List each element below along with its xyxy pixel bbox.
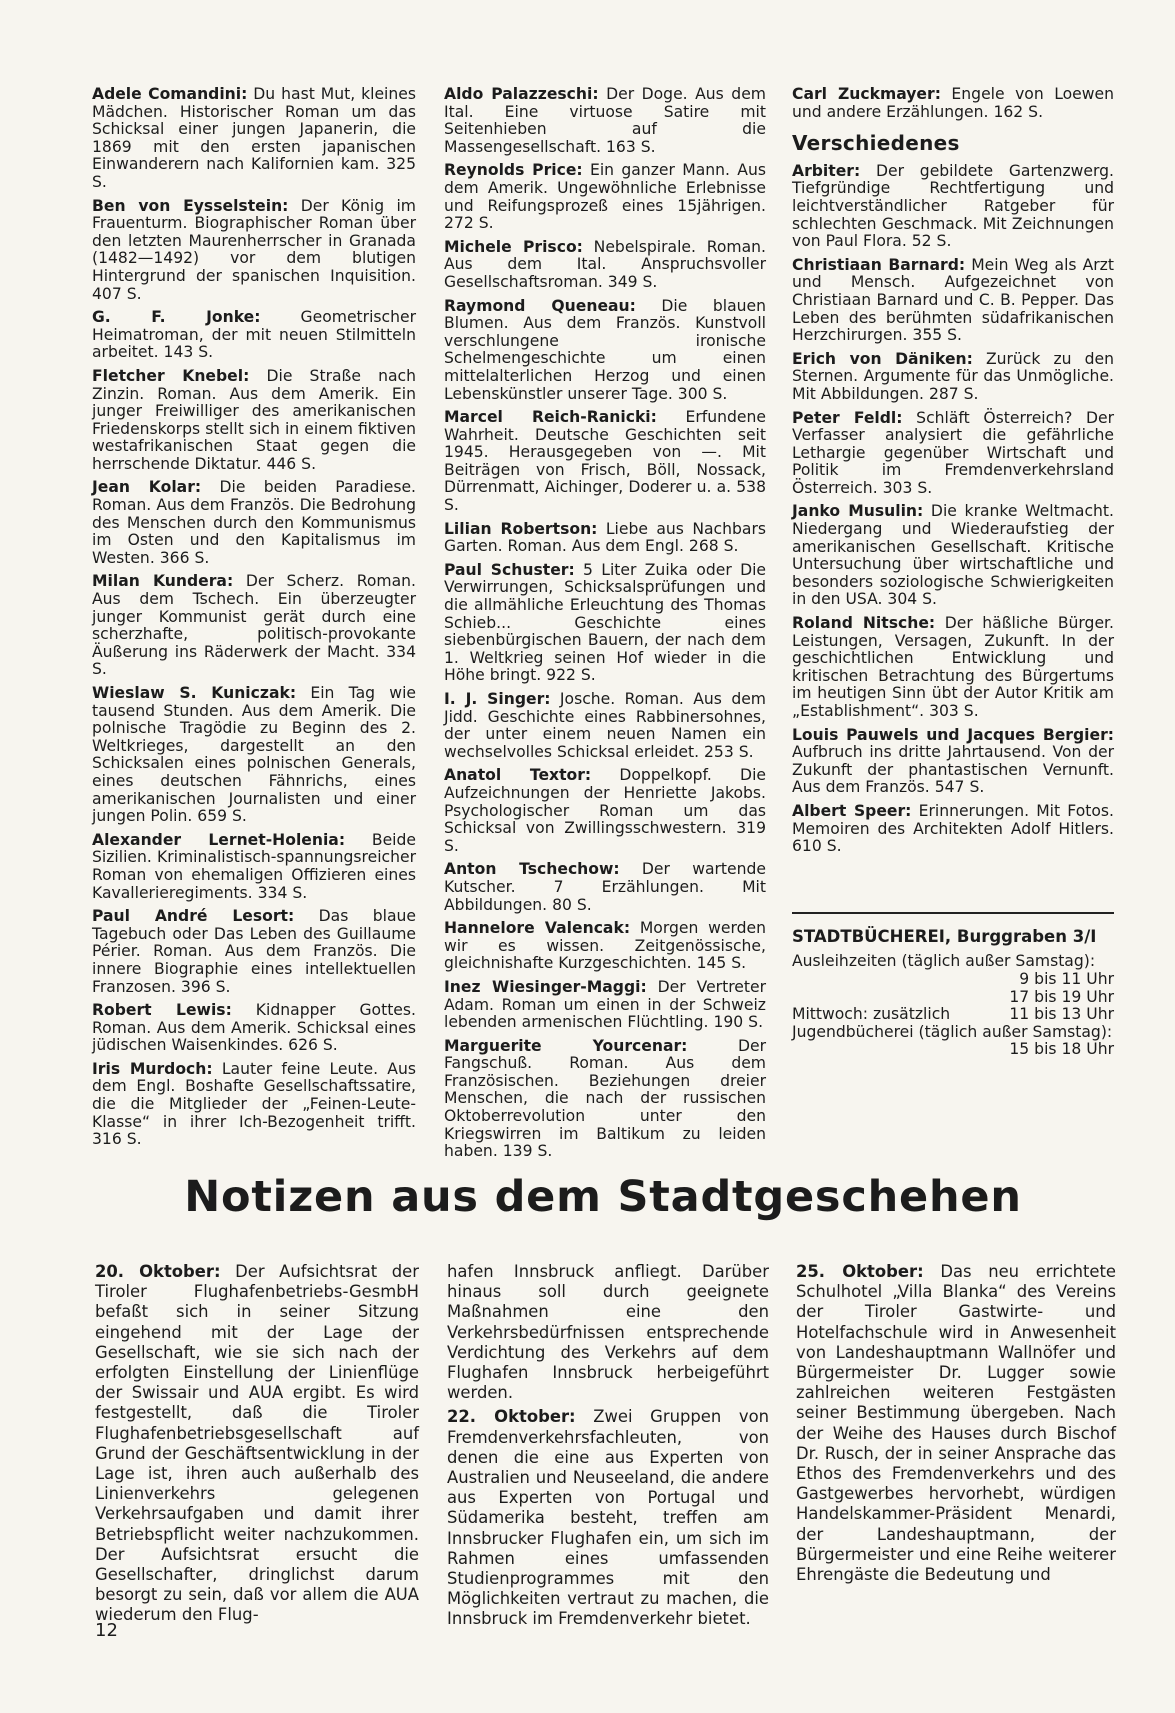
- misc-entry: [792, 410, 1114, 498]
- book-entry: [444, 239, 766, 292]
- misc-description: Erinnerungen. Mit Fotos. Memoiren des Architekten Adolf Hitlers. 610 S.: [792, 801, 1114, 856]
- book-author: G. F. Jonke:: [92, 308, 261, 327]
- library-heading: STADTBÜCHEREI, Burggraben 3/I: [792, 926, 1097, 946]
- library-hours-morning: 9 bis 11 Uhr: [1019, 969, 1114, 988]
- book-description: Geometrischer Heimatroman, der mit neuen Stilmitteln arbeitet. 143 S.: [92, 308, 417, 362]
- book-description: Beide Sizilien. Kriminalistisch-spannungsreicher Roman von ehemaligen Offizieren eines Kavallerieregiments. 334 S.: [92, 830, 416, 902]
- news-column-3: [796, 1262, 1116, 1589]
- misc-section-heading: Verschiedenes: [792, 131, 960, 156]
- news-text: Zwei Gruppen von Fremdenverkehrsfachleuten, von denen die eine aus Experten von Australien und Neuseeland, die andere aus Experten von Portugal und Südamerika besteht, treffen am Innsbrucker Flughafen ein, um sich im Rahmen eines umfassenden Studienprogrammes mit den Möglichkeiten vertraut zu machen, die Innsbruck im Fremdenverkehr bietet.: [447, 1407, 769, 1629]
- library-youth-label: Jugendbücherei (täglich außer Samstag):: [792, 1022, 1113, 1041]
- book-list-column-1: [92, 86, 416, 1155]
- book-author: Wieslaw S. Kuniczak:: [92, 684, 297, 702]
- book-description: Der Scherz. Roman. Aus dem Tschech. Ein überzeugter junger Kommunist gerät durch eine scherzhafte, politisch-provokante Äußerung ins Räderwerk der Macht. 334 S.: [92, 572, 416, 679]
- misc-description: Der häßliche Bürger. Leistungen, Versagen, Zukunft. In der geschichtlichen Entwicklung und kritischen Betrachtung des Bürgertums im heutigen Sinn übt der Autor Kritik am „Establishment“. 303 S.: [792, 614, 1114, 720]
- book-entry: [92, 86, 416, 192]
- news-column-2: [447, 1262, 769, 1634]
- book-list-column-3: [792, 86, 1114, 1059]
- book-author: Michele Prisco:: [444, 237, 583, 256]
- misc-author: Erich von Däniken:: [792, 349, 973, 368]
- book-description: 5 Liter Zuika oder Die Verwirrungen, Schicksalsprüfungen und die allmähliche Erleuchtung des Thomas Schieb... Geschichte eines siebenbürgischen Bauern, der nach dem 1. Weltkrieg seinen Hof wieder in die Höhe bringt. 922 S.: [444, 560, 766, 685]
- book-author: Fletcher Knebel:: [92, 366, 250, 385]
- book-description: Erfundene Wahrheit. Deutsche Geschichten seit 1945. Herausgegeben von —. Mit Beiträgen von Frisch, Böll, Nossack, Dürrenmatt, Aichinger, Doderer u. a. 538 S.: [444, 408, 766, 515]
- book-author: Hannelore Valencak:: [444, 919, 631, 938]
- book-author: Reynolds Price:: [444, 161, 583, 180]
- library-hours-evening: 17 bis 19 Uhr: [1009, 987, 1114, 1006]
- misc-author: Roland Nitsche:: [792, 614, 936, 633]
- news-continuation: hafen Innsbruck anfliegt. Darüber hinaus soll durch geeignete Maßnahmen eine den Verkehrsbedürfnissen entsprechende Verdichtung des Verkehrs auf dem Flughafen Innsbruck herbeigeführt werden.: [447, 1262, 769, 1403]
- news-column-1: [95, 1262, 419, 1630]
- book-description: Ein Tag wie tausend Stunden. Aus dem Amerik. Die polnische Tragödie zu Beginn des 2. Weltkrieges, dargestellt an den Schicksalen eines polnischen Generals, eines deutschen Fähnrichs, eines amerikanischen Journalisten und einer jungen Polin. 659 S.: [92, 684, 416, 826]
- book-author: Lilian Robertson:: [444, 519, 598, 538]
- book-entry: [92, 685, 416, 826]
- misc-entry: [792, 727, 1114, 797]
- book-description: Ein ganzer Mann. Aus dem Amerik. Ungewöhnliche Erlebnisse und Reifungsprozeß eines 15jährigen. 272 S.: [444, 161, 766, 233]
- misc-entry: [792, 803, 1114, 856]
- book-entry: [444, 521, 766, 556]
- book-description: Die blauen Blumen. Aus dem Französ. Kunstvoll verschlungene ironische Schelmengeschichte um einen mittelalterlichen Herzog und einen Lebenskünstler unserer Tage. 300 S.: [444, 296, 767, 403]
- book-author: Inez Wiesinger-Maggi:: [444, 977, 647, 996]
- book-entry: [92, 368, 416, 474]
- book-description: Der König im Frauenturm. Biographischer Roman über den letzten Maurenherrscher in Granada (1482—1492) vor dem blutigen Hintergrund der spanischen Inquisition. 407 S.: [92, 196, 416, 303]
- book-author: Milan Kundera:: [92, 572, 234, 591]
- news-entry: [796, 1262, 1116, 1585]
- book-description: Der Doge. Aus dem Ital. Eine virtuose Satire mit Seitenhieben auf die Massengesellschaft. 163 S.: [444, 85, 766, 156]
- misc-author: Janko Musulin:: [792, 502, 924, 521]
- book-author: Anatol Textor:: [444, 766, 592, 785]
- library-youth-hours: 15 bis 18 Uhr: [1009, 1040, 1114, 1059]
- misc-description: Der gebildete Gartenzwerg. Tiefgründige Rechtfertigung und leichtverständlicher Ratgeber für schlechten Geschmack. Mit Zeichnungen von Paul Flora. 52 S.: [792, 161, 1114, 251]
- library-hours-label: Ausleihzeiten (täglich außer Samstag):: [792, 952, 1096, 971]
- book-description: Morgen werden wir es wissen. Zeitgenössische, gleichnishafte Kurzgeschichten. 145 S.: [444, 919, 766, 973]
- library-info: [792, 928, 1114, 1059]
- misc-author: Christiaan Barnard:: [792, 255, 966, 274]
- news-date: 22. Oktober:: [447, 1407, 576, 1427]
- news-date: 20. Oktober:: [95, 1262, 221, 1281]
- book-description: Die Straße nach Zinzin. Roman. Aus dem Amerik. Ein junger Freiwilliger des amerikanischen Friedenskorps stellt sich in einem fiktiven westafrikanischen Staat gegen die herrschende Diktatur. 446 S.: [92, 366, 416, 473]
- book-entry: [92, 479, 416, 567]
- book-description: Engele von Loewen und andere Erzählungen. 162 S.: [792, 85, 1114, 121]
- book-description: Josche. Roman. Aus dem Jidd. Geschichte eines Rabbinersohnes, der unter einem neuen Namen ein wechselvolles Schicksal erleidet. 253 S.: [444, 690, 766, 761]
- misc-description: Aufbruch ins dritte Jahrtausend. Von der Zukunft der phantastischen Vernunft. Aus dem Französ. 547 S.: [792, 743, 1114, 797]
- misc-entry: [792, 615, 1114, 721]
- library-wednesday-hours: 11 bis 13 Uhr: [1009, 1005, 1114, 1024]
- misc-entry: [792, 503, 1114, 609]
- misc-entry: [792, 351, 1114, 404]
- page-number: 12: [95, 1620, 118, 1641]
- book-author: I. J. Singer:: [444, 690, 551, 708]
- book-entry: [444, 562, 766, 685]
- book-entry: [444, 920, 766, 973]
- book-description: Der Vertreter Adam. Roman um einen in der Schweiz lebenden armenischen Flüchtling. 190 S.: [444, 977, 766, 1032]
- book-author: Raymond Queneau:: [444, 296, 636, 315]
- book-author: Carl Zuckmayer:: [792, 85, 941, 103]
- book-description: Der wartende Kutscher. 7 Erzählungen. Mit Abbildungen. 80 S.: [444, 860, 767, 914]
- book-entry: [92, 573, 416, 679]
- book-author: Jean Kolar:: [92, 478, 202, 497]
- book-entry: [444, 162, 766, 232]
- book-author: Anton Tschechow:: [444, 860, 620, 879]
- book-author: Robert Lewis:: [92, 1001, 232, 1020]
- library-wednesday-row: [792, 1006, 1114, 1024]
- misc-description: Mein Weg als Arzt und Mensch. Aufgezeichnet von Christiaan Barnard und C. B. Pepper. Das Leben des berühmten südafrikanischen Herzchirurgen. 355 S.: [792, 255, 1114, 345]
- misc-author: Albert Speer:: [792, 801, 912, 820]
- news-entry: [447, 1407, 769, 1629]
- book-entry: [92, 309, 416, 362]
- book-author: Ben von Eysselstein:: [92, 196, 289, 215]
- book-entry: [444, 861, 766, 914]
- book-entry: [92, 908, 416, 996]
- book-author: Marguerite Yourcenar:: [444, 1036, 688, 1055]
- book-entry: [92, 1061, 416, 1149]
- book-description: Die beiden Paradiese. Roman. Aus dem Französ. Die Bedrohung des Menschen durch den Kommunismus im Osten und den Kapitalismus im Westen. 366 S.: [92, 478, 417, 567]
- book-entry: [444, 298, 766, 404]
- book-author: Alexander Lernet-Holenia:: [92, 830, 346, 849]
- book-description: Der Fangschuß. Roman. Aus dem Französischen. Beziehungen dreier Menschen, die nach der russischen Oktoberrevolution unter den Kriegswirren im Baltikum zu leiden haben. 139 S.: [444, 1036, 766, 1161]
- misc-description: Schläft Österreich? Der Verfasser analysiert die gefährliche Lethargie gegenüber Wirtschaft und Politik im Fremdenverkehrsland Österreich. 303 S.: [792, 408, 1114, 497]
- divider-rule: [792, 912, 1114, 914]
- misc-description: Die kranke Weltmacht. Niedergang und Wiederaufstieg der amerikanischen Gesellschaft. Kritische Untersuchung über wirtschaftliche und besonders soziologische Schwierigkeiten in den USA. 304 S.: [792, 502, 1114, 609]
- book-entry: [444, 86, 766, 156]
- book-entry: [444, 409, 766, 515]
- news-date: 25. Oktober:: [796, 1262, 924, 1281]
- section-headline: Notizen aus dem Stadtgeschehen: [184, 1172, 1022, 1222]
- book-author: Iris Murdoch:: [92, 1059, 213, 1078]
- book-author: Aldo Palazzeschi:: [444, 85, 599, 103]
- book-description: Lauter feine Leute. Aus dem Engl. Boshafte Gesellschaftssatire, die die Mitglieder der „Feinen-Leute-Klasse“ in ihrer Ich-Bezogenheit trifft. 316 S.: [92, 1059, 416, 1149]
- book-entry: [792, 86, 1114, 121]
- book-description: Das blaue Tagebuch oder Das Leben des Guillaume Périer. Roman. Aus dem Französ. Die innere Biographie eines intellektuellen Franzosen. 396 S.: [92, 907, 416, 996]
- book-entry: [92, 1002, 416, 1055]
- book-list-column-2: [444, 86, 766, 1167]
- library-wednesday-label: Mittwoch: zusätzlich: [792, 1005, 951, 1024]
- book-description: Du hast Mut, kleines Mädchen. Historischer Roman um das Schicksal einer jungen Japanerin, die 1869 mit den ersten japanischen Einwanderern nach Kalifornien kam. 325 S.: [92, 85, 416, 191]
- book-author: Adele Comandini:: [92, 85, 248, 103]
- misc-entry: [792, 257, 1114, 345]
- book-entry: [444, 767, 766, 855]
- book-entry: [444, 1038, 766, 1161]
- book-description: Kidnapper Gottes. Roman. Aus dem Amerik. Schicksal eines jüdischen Waisenkindes. 626 S.: [92, 1001, 416, 1055]
- book-description: Liebe aus Nachbars Garten. Roman. Aus dem Engl. 268 S.: [444, 519, 766, 556]
- news-entry: [95, 1262, 419, 1626]
- book-entry: [444, 691, 766, 761]
- book-entry: [92, 832, 416, 902]
- misc-author: Peter Feldl:: [792, 408, 903, 427]
- book-description: Doppelkopf. Die Aufzeichnungen der Henriette Jakobs. Psychologischer Roman um das Schicksal von Zwillingsschwestern. 319 S.: [444, 766, 766, 855]
- misc-author: Louis Pauwels und Jacques Bergier:: [792, 725, 1114, 744]
- misc-entry: [792, 163, 1114, 251]
- misc-author: Arbiter:: [792, 161, 861, 180]
- news-text: Das neu errichtete Schulhotel „Villa Blanka“ des Vereins der Tiroler Gastwirte- und Hotelfachschule wird in Anwesenheit von Landeshauptmann Wallnöfer und Bürgermeister Dr. Lugger sowie zahlreichen weiteren Festgästen seiner Bestimmung übergeben. Nach der Weihe des Hauses durch Bischof Dr. Rusch, der in seiner Ansprache das Ethos des Fremdenverkehrs und des Gastgewerbes hervorhebt, würdigen Handelskammer-Präsident Menardi, der Landeshauptmann, der Bürgermeister und eine Reihe weiterer Ehrengäste die Bedeutung und: [796, 1262, 1116, 1585]
- book-author: Paul André Lesort:: [92, 907, 295, 926]
- book-author: Marcel Reich-Ranicki:: [444, 408, 657, 427]
- book-entry: [444, 979, 766, 1032]
- news-text: Der Aufsichtsrat der Tiroler Flughafenbetriebs-GesmbH befaßt sich in seiner Sitzung eingehend mit der Lage der Gesellschaft, wie sie sich nach der erfolgten Einstellung der Linienflüge der Swissair und AUA ergibt. Es wird festgestellt, daß die Tiroler Flughafenbetriebsgesellschaft auf Grund der Geschäftsentwicklung in der Lage ist, ihren auch außerhalb des Linienverkehrs gelegenen Verkehrsaufgaben und damit ihrer Betriebspflicht weiter nachzukommen. Der Aufsichtsrat ersucht die Gesellschafter, dringlichst darum besorgt zu sein, daß vor allem die AUA wiederum den Flug-: [95, 1262, 419, 1625]
- book-entry: [92, 198, 416, 304]
- misc-description: Zurück zu den Sternen. Argumente für das Unmögliche. Mit Abbildungen. 287 S.: [792, 349, 1114, 403]
- book-author: Paul Schuster:: [444, 560, 575, 579]
- book-description: Nebelspirale. Roman. Aus dem Ital. Anspruchsvoller Gesellschaftsroman. 349 S.: [444, 237, 766, 291]
